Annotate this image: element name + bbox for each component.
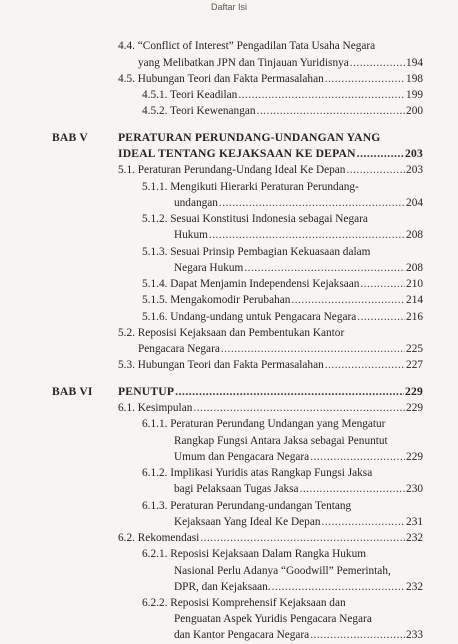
- entry-text: Negara Hukum: [174, 261, 244, 274]
- entry-text: undangan: [174, 196, 218, 209]
- entry-text: Hukum: [174, 229, 208, 242]
- page-number: 231: [406, 515, 423, 528]
- page-number: 227: [406, 359, 423, 372]
- entry-text: 5.3. Hubungan Teori dan Fakta Permasalahan: [118, 359, 324, 372]
- page-number: 208: [406, 229, 423, 242]
- chapter-label-bab-v: BAB V: [52, 130, 88, 144]
- entry-text: PENUTUP: [118, 385, 175, 398]
- page-number: 208: [406, 261, 423, 274]
- running-header: Daftar Isi: [210, 2, 247, 12]
- entry-text: dan Kantor Pengacara Negara: [174, 629, 310, 642]
- entry-text: DPR, dan Kejaksaan.: [174, 580, 271, 593]
- page-number: 204: [406, 196, 423, 209]
- toc-entry-5-1-3: 5.1.3. Sesuai Prinsip Pembagian Kekuasaan dalam: [142, 245, 371, 258]
- toc-entry-6-2-1-cont: Nasional Perlu Adanya “Goodwill” Pemerintah,: [174, 564, 391, 577]
- page-number: 194: [406, 56, 423, 69]
- toc-entry-5-2: 5.2. Reposisi Kejaksaan dan Pembentukan Kantor: [118, 326, 345, 339]
- toc-entry-5-1-2: 5.1.2. Sesuai Konstitusi Indonesia sebagai Negara: [142, 213, 368, 226]
- page-number: 225: [406, 343, 423, 356]
- entry-text: 5.1.5. Mengakomodir Perubahan: [142, 294, 291, 307]
- toc-entry-6-2-2-cont2: [174, 626, 423, 644]
- toc-entry-4-4: 4.4. “Conflict of Interest” Pengadilan Tata Usaha Negara: [118, 40, 376, 53]
- toc-entry-4-5-2: [142, 102, 423, 120]
- page-number: 198: [406, 72, 423, 85]
- entry-text: 4.5.2. Teori Kewenangan: [142, 105, 256, 118]
- page-number: 203: [405, 147, 423, 161]
- toc-entry-6-2-1: 6.2.1. Reposisi Kejaksaan Dalam Rangka Hukum: [142, 548, 367, 561]
- toc-entry-5-1-1: 5.1.1. Mengikuti Hierarki Peraturan Perundang-: [142, 180, 359, 193]
- entry-text: yang Melibatkan JPN dan Tinjauan Yuridisnya: [138, 56, 349, 69]
- page-number: 232: [406, 532, 423, 545]
- entry-text: 6.2. Rekomendasi: [118, 532, 200, 545]
- chapter-label-bab-vi: BAB VI: [52, 385, 93, 398]
- page-number: 232: [406, 580, 423, 593]
- entry-text: Kejaksaan Yang Ideal Ke Depan: [174, 515, 321, 528]
- entry-text: Pengacara Negara: [138, 343, 220, 356]
- toc-entry-6-2-2: 6.2.2. Reposisi Komprehensif Kejaksaan dan: [142, 597, 346, 610]
- toc-entry-6-1-2: 6.1.2. Implikasi Yuridis atas Rangkap Fungsi Jaksa: [142, 467, 373, 480]
- entry-text: bagi Pelaksaan Tugas Jaksa: [174, 483, 299, 496]
- entry-text: 4.5. Hubungan Teori dan Fakta Permasalahan: [118, 72, 324, 85]
- page-number: 229: [406, 402, 423, 415]
- leader-dots: [257, 102, 406, 120]
- entry-text: Umum dan Pengacara Negara: [174, 450, 310, 463]
- page-number: 229: [405, 385, 423, 398]
- entry-text: 6.1. Kesimpulan: [118, 402, 193, 415]
- entry-text: 5.1.6. Undang-undang untuk Pengacara Negara: [142, 310, 357, 323]
- page-number: 199: [406, 88, 423, 101]
- page-number: 233: [406, 629, 423, 642]
- toc-entry-5-3: [118, 356, 423, 374]
- page-number: 200: [406, 105, 423, 118]
- page-number: 203: [406, 164, 423, 177]
- chapter-title-bab-v: PERATURAN PERUNDANG-UNDANGAN YANG: [118, 130, 381, 144]
- page-number: 216: [406, 310, 423, 323]
- toc-entry-6-1-1: 6.1.1. Peraturan Perundang Undangan yang Mengatur: [142, 418, 386, 431]
- page-number: 210: [406, 278, 423, 291]
- leader-dots: [310, 626, 405, 644]
- page-number: 230: [406, 483, 423, 496]
- leader-dots: [357, 308, 405, 326]
- entry-text: 5.1. Peraturan Perundang-Undang Ideal Ke Depan: [118, 164, 346, 177]
- leader-dots: [325, 356, 405, 374]
- page-number: 214: [406, 294, 423, 307]
- page-number: 229: [406, 450, 423, 463]
- entry-text: IDEAL TENTANG KEJAKSAAN KE DEPAN: [118, 147, 356, 161]
- toc-entry-6-1-1-cont: Rangkap Fungsi Antara Jaksa sebagai Penuntut: [174, 434, 388, 447]
- entry-text: 5.1.4. Dapat Menjamin Independensi Kejaksaan: [142, 278, 360, 291]
- toc-entry-6-2-2-cont: Penguatan Aspek Yuridis Pengacara Negara: [174, 613, 372, 626]
- entry-text: 4.5.1. Teori Keadilan: [142, 88, 238, 101]
- toc-entry-6-1-3: 6.1.3. Peraturan Perundang-undangan Tentang: [142, 499, 352, 512]
